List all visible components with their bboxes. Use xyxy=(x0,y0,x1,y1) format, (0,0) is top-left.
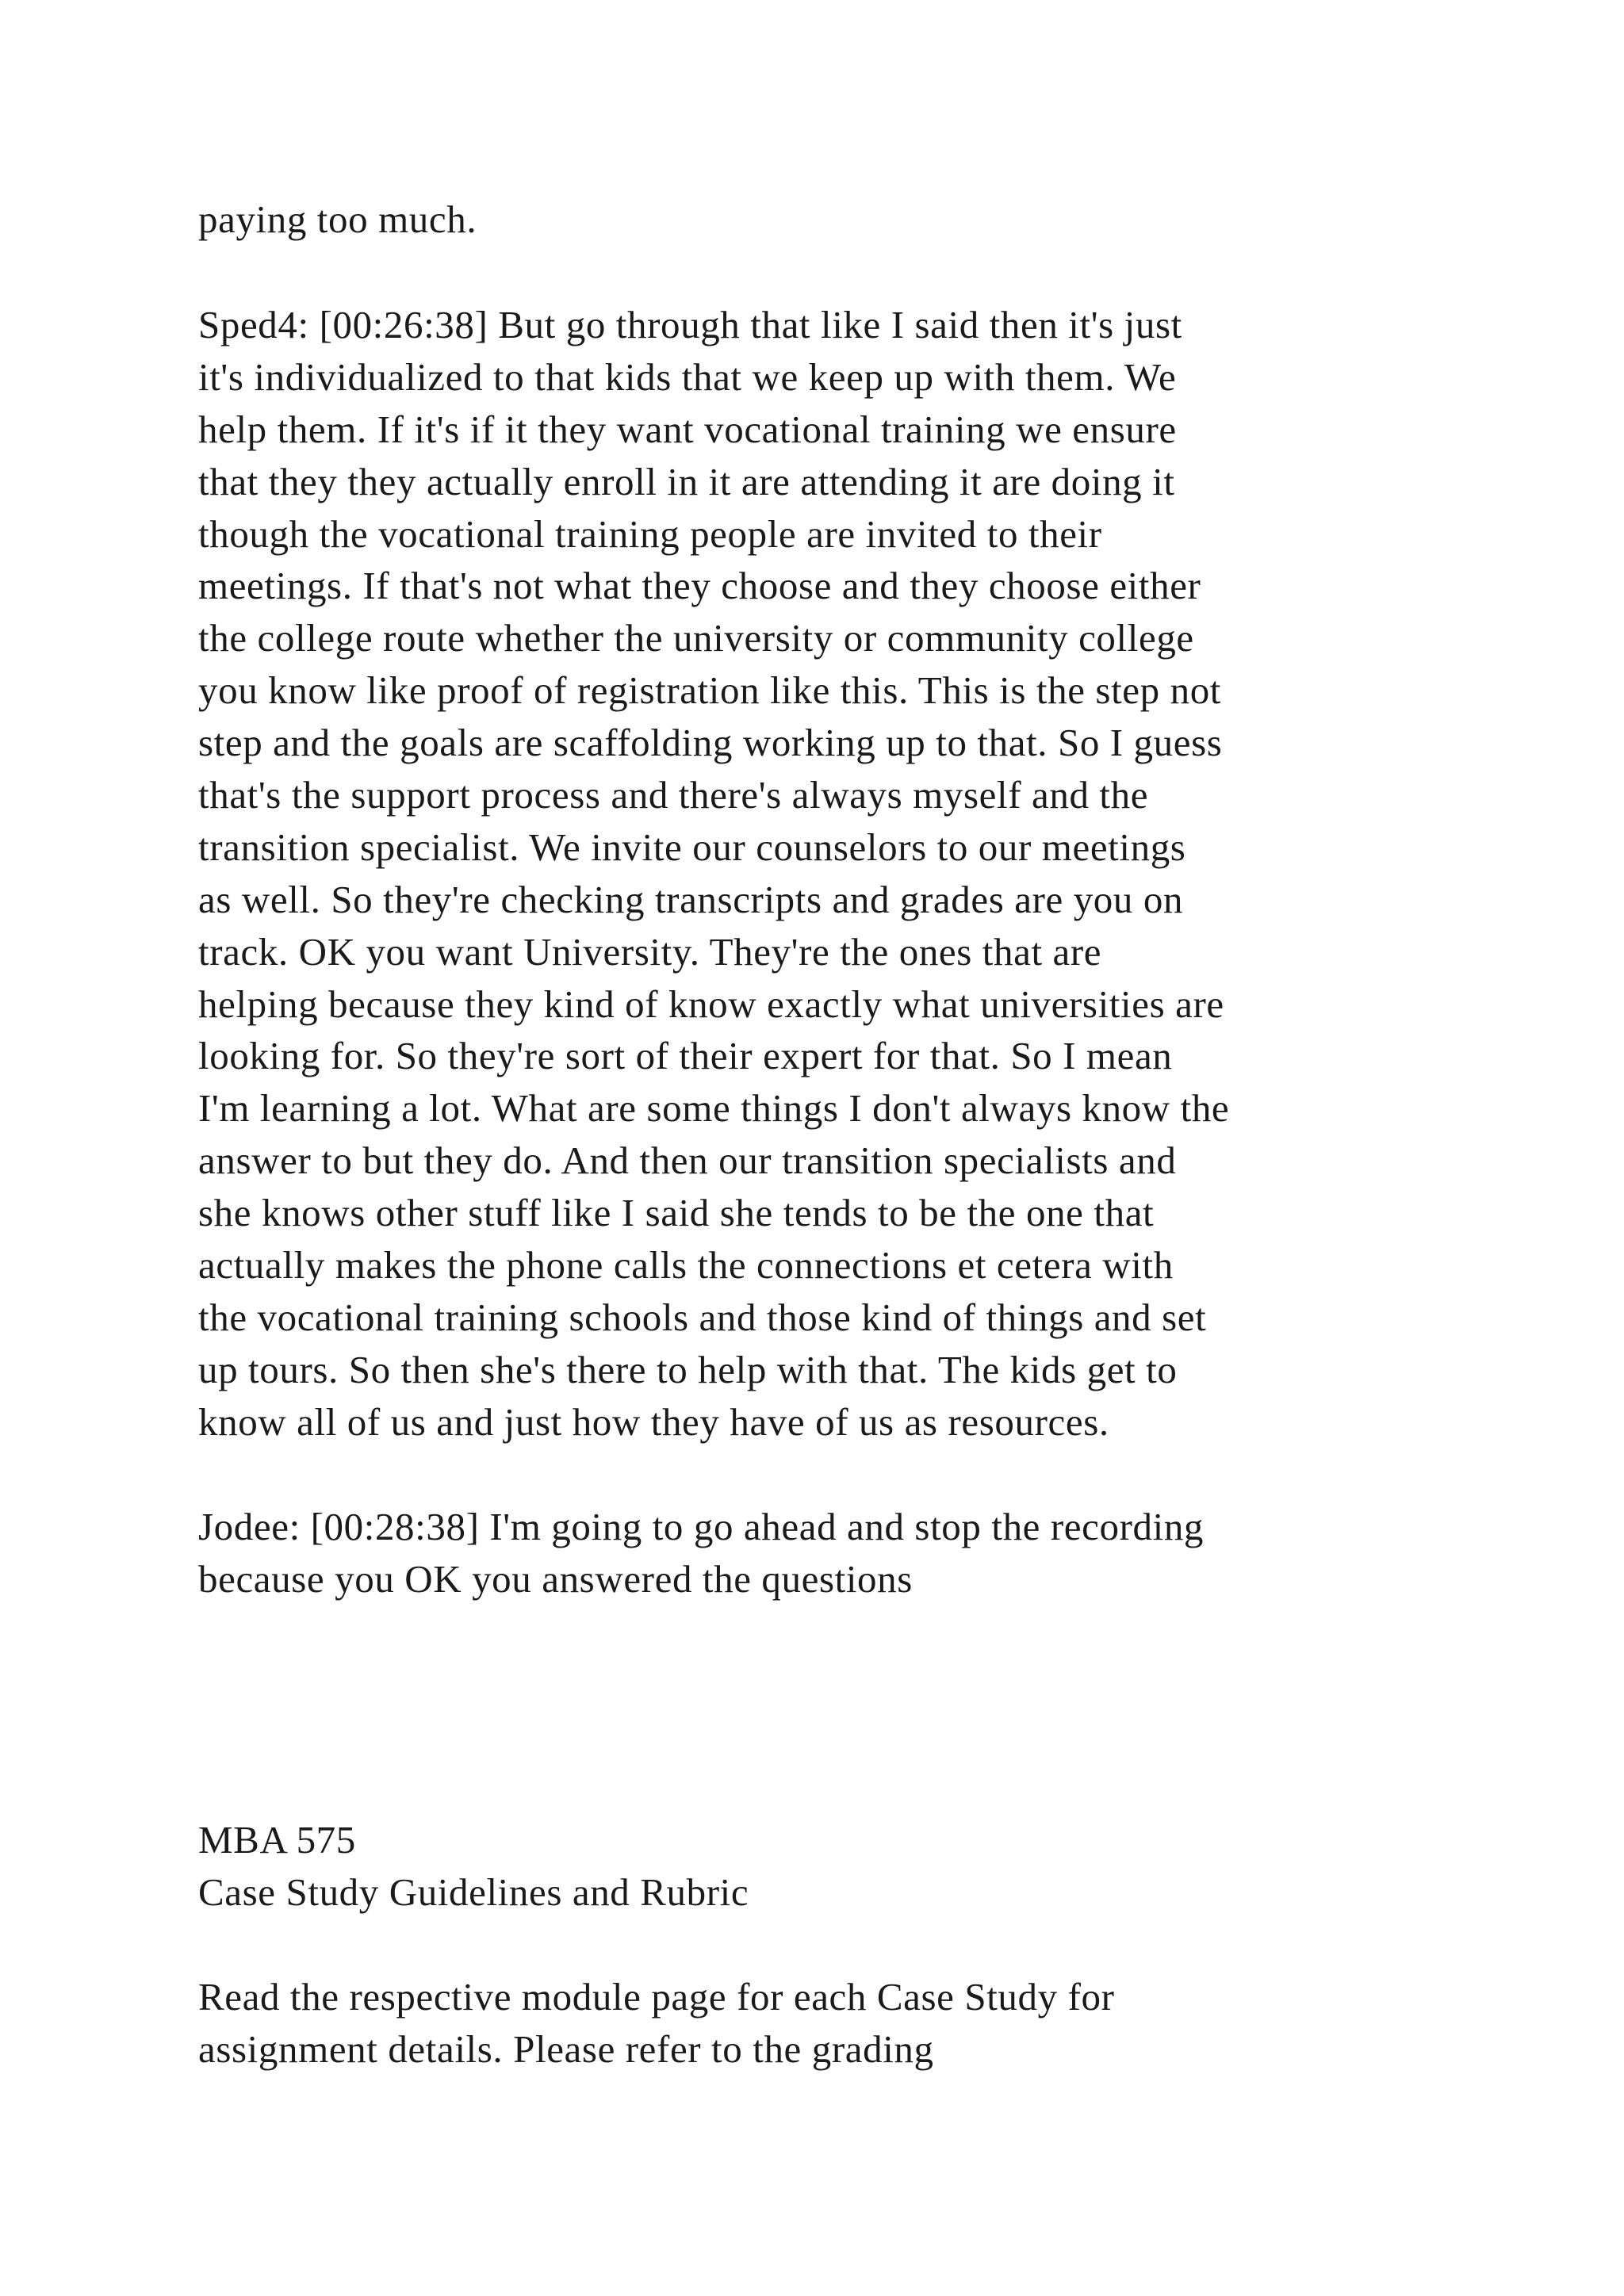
text-line: that's the support process and there's always myself and the xyxy=(198,773,1149,817)
paragraph-sped4-response xyxy=(198,299,1451,1448)
text-line: Read the respective module page for each Case Study for xyxy=(198,1975,1115,2019)
text-line: as well. So they're checking transcripts and grades are you on xyxy=(198,877,1184,921)
text-line: she knows other stuff like I said she tends to be the one that xyxy=(198,1191,1155,1235)
text-line: the vocational training schools and those kind of things and set xyxy=(198,1295,1207,1339)
paragraph-instructions xyxy=(198,1971,1451,2076)
text-line: helping because they kind of know exactly what universities are xyxy=(198,982,1224,1026)
paragraph-continuation xyxy=(198,193,1451,246)
text-line: assignment details. Please refer to the grading xyxy=(198,2026,934,2071)
text-line: that they they actually enroll in it are attending it are doing it xyxy=(198,459,1175,503)
text-line: Jodee: [00:28:38] I'm going to go ahead and stop the recording xyxy=(198,1505,1205,1548)
text-line: the college route whether the university or community college xyxy=(198,616,1194,660)
text-line: actually makes the phone calls the connections et cetera with xyxy=(198,1243,1174,1288)
text-line: it's individualized to that kids that we keep up with them. We xyxy=(198,354,1177,399)
text-line: I'm learning a lot. What are some things I don't always know the xyxy=(198,1086,1230,1131)
document-title: Case Study Guidelines and Rubric xyxy=(198,1869,749,1914)
text-line: looking for. So they're sort of their expert for that. So I mean xyxy=(198,1034,1173,1078)
text-line: you know like proof of registration like this. This is the step not xyxy=(198,668,1222,713)
text-line: help them. If it's if it they want vocational training we ensure xyxy=(198,407,1177,451)
text-line: track. OK you want University. They're the ones that are xyxy=(198,929,1102,974)
text-line: Sped4: [00:26:38] But go through that like I said then it's just xyxy=(198,303,1182,346)
text-line: paying too much. xyxy=(198,197,477,241)
text-line: transition specialist. We invite our counselors to our meetings xyxy=(198,825,1186,869)
text-line: because you OK you answered the questions xyxy=(198,1556,913,1601)
paragraph-jodee-response xyxy=(198,1501,1451,1605)
text-line: answer to but they do. And then our transition specialists and xyxy=(198,1138,1177,1183)
course-heading xyxy=(198,1814,1451,1919)
text-line: up tours. So then she's there to help with that. The kids get to xyxy=(198,1347,1178,1391)
text-line: step and the goals are scaffolding working up to that. So I guess xyxy=(198,721,1223,765)
text-line: know all of us and just how they have of us as resources. xyxy=(198,1399,1109,1444)
text-line: meetings. If that's not what they choose and they choose either xyxy=(198,564,1201,608)
text-line: though the vocational training people are invited to their xyxy=(198,511,1102,556)
course-code: MBA 575 xyxy=(198,1818,356,1862)
